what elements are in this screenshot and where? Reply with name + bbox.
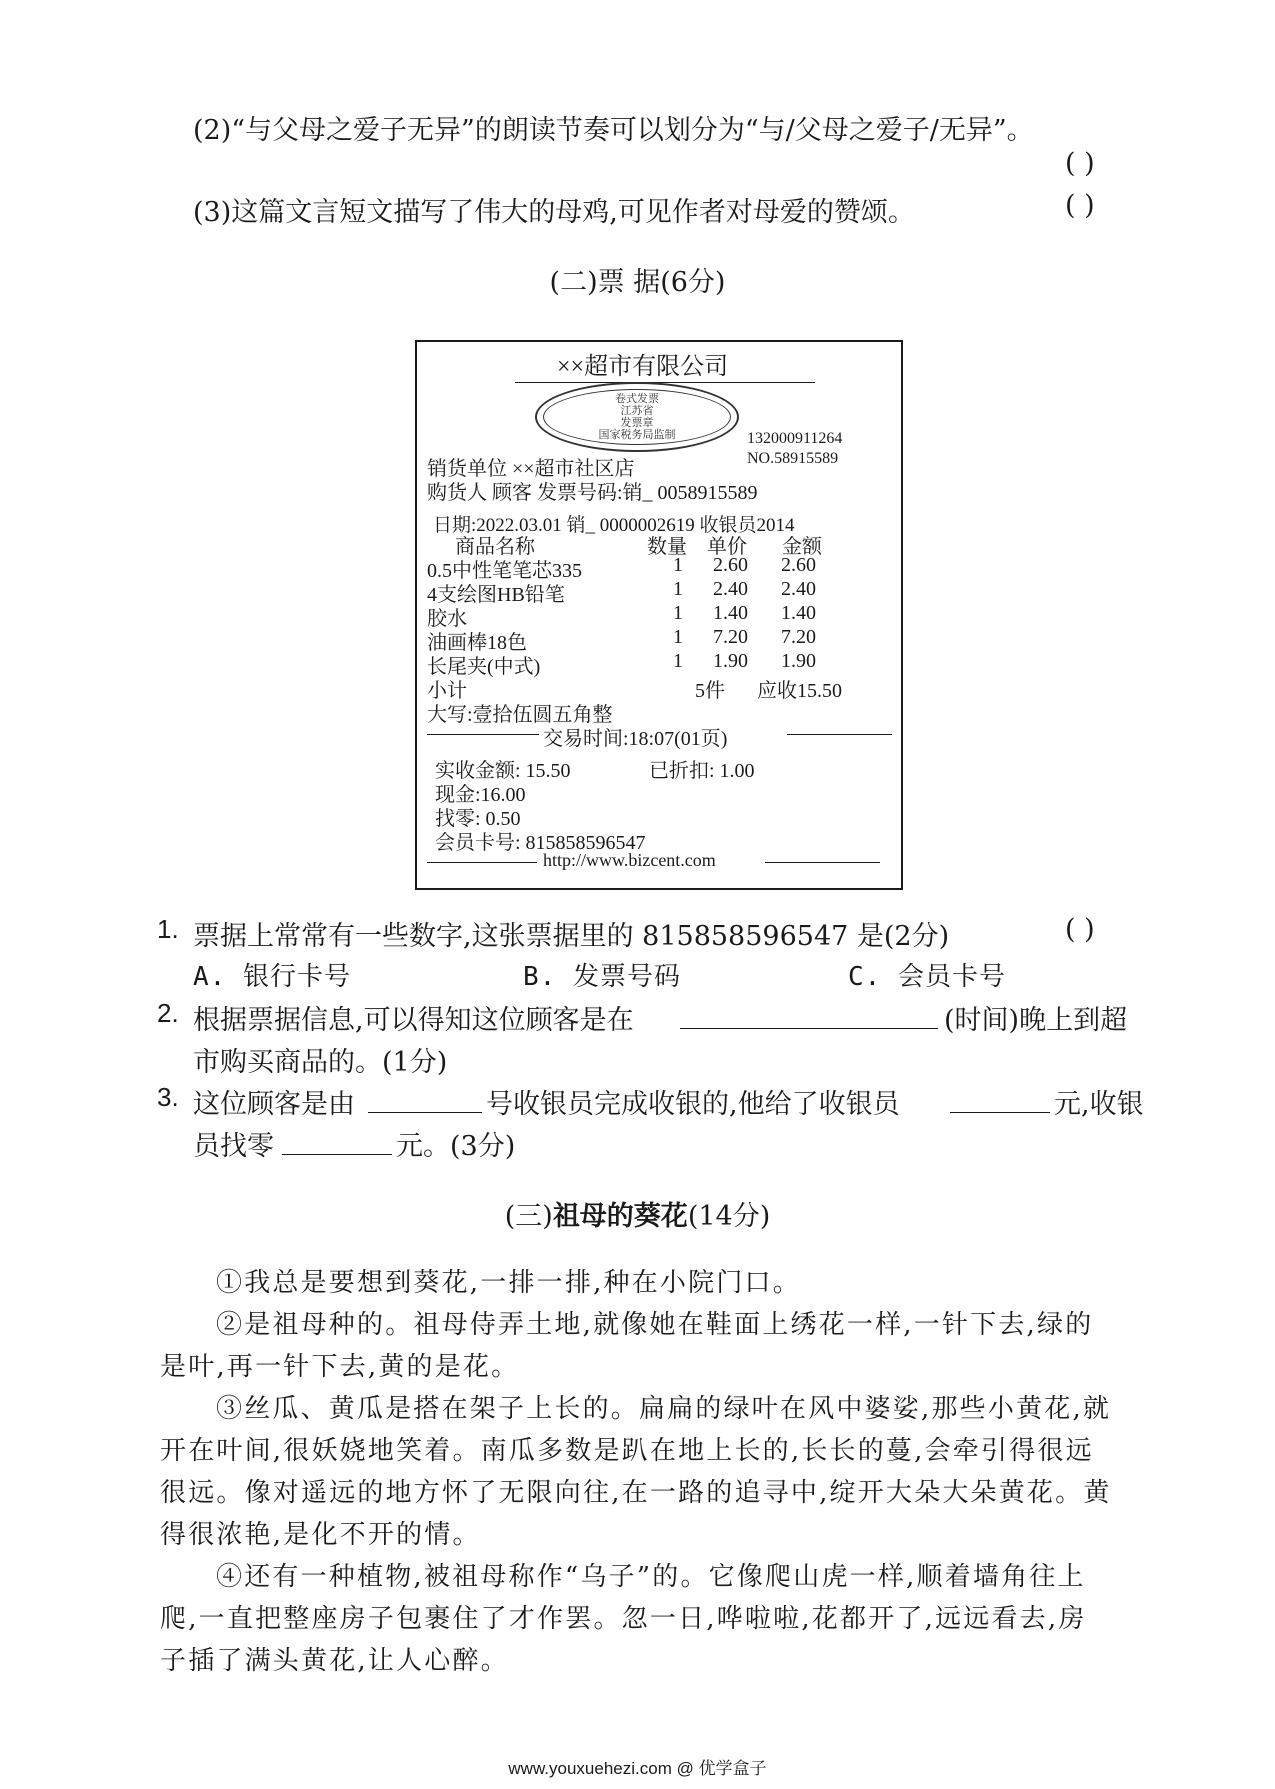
question-3-text-a: 这位顾客是由 — [193, 1089, 355, 1120]
question-3-text-d: 员找零 — [193, 1131, 274, 1162]
item-amount: 2.40 — [781, 578, 816, 600]
passage-line: ④还有一种植物,被祖母称作“乌子”的。它像爬山虎一样,顺着墙角往上 — [216, 1562, 1086, 1592]
question-3-text-e: 元。(3分) — [396, 1131, 516, 1162]
item-price: 1.90 — [713, 650, 748, 672]
answer-paren-2: ( ) — [1065, 148, 1095, 179]
question-number: 3. — [157, 1082, 179, 1112]
invoice-stamp — [535, 382, 739, 452]
passage-line: 得很浓艳,是化不开的情。 — [160, 1520, 481, 1550]
answer-blank-cashier[interactable] — [368, 1090, 482, 1113]
passage-line: 爬,一直把整座房子包裹住了才作罢。忽一日,哗啦啦,花都开了,远远看去,房 — [160, 1604, 1087, 1634]
question-3-text-b: 号收银员完成收银的,他给了收银员 — [486, 1089, 900, 1120]
question-3-text-c: 元,收银 — [1054, 1089, 1144, 1120]
header-qty: 数量 — [647, 536, 687, 558]
change-amount: 找零: 0.50 — [435, 808, 521, 830]
answer-paren-3: ( ) — [1065, 190, 1095, 221]
question-2-statement: (2)“与父母之爱子无异”的朗读节奏可以划分为“与/父母之爱子/无异”。 — [193, 115, 1034, 146]
item-amount: 7.20 — [781, 626, 816, 648]
question-2-text-b: (时间)晚上到超 — [944, 1005, 1128, 1036]
passage-line: ③丝瓜、黄瓜是搭在架子上长的。扁扁的绿叶在风中婆娑,那些小黄花,就 — [216, 1394, 1112, 1424]
subtotal-due: 应收15.50 — [757, 680, 842, 702]
section-2-title: (二)票 据(6分) — [549, 267, 726, 298]
discount-amount: 已折扣: 1.00 — [649, 760, 755, 782]
option-c[interactable]: C. 会员卡号 — [848, 962, 1006, 992]
item-amount: 1.40 — [781, 602, 816, 624]
question-number: 2. — [157, 998, 179, 1028]
header-item-name: 商品名称 — [455, 536, 535, 558]
subtotal-count: 5件 — [695, 680, 725, 702]
question-1-text: 票据上常常有一些数字,这张票据里的 815858596547 是(2分) — [193, 921, 950, 952]
stamp-line: 国家税务局监制 — [598, 429, 676, 441]
item-name: 0.5中性笔笔芯335 — [427, 560, 582, 582]
question-2-text-a: 根据票据信息,可以得知这位顾客是在 — [193, 1005, 634, 1036]
passage-line: 很远。像对遥远的地方怀了无限向往,在一路的追寻中,绽开大朵大朵黄花。黄 — [160, 1478, 1112, 1508]
subtotal-label: 小计 — [427, 680, 467, 702]
item-name: 油画棒18色 — [427, 632, 527, 654]
receipt-divider — [765, 862, 880, 863]
receipt-no: NO.58915589 — [747, 450, 839, 467]
receipt-buyer: 购货人 顾客 发票号码:销_ 0058915589 — [427, 482, 758, 504]
section-3-title — [0, 1194, 1275, 1233]
item-name: 长尾夹(中式) — [427, 656, 541, 678]
receipt-url: http://www.bizcent.com — [543, 850, 716, 870]
item-qty: 1 — [673, 554, 683, 576]
question-2-text-c: 市购买商品的。(1分) — [193, 1047, 448, 1078]
question-number: 1. — [157, 914, 179, 944]
item-price: 2.40 — [713, 578, 748, 600]
receipt-divider — [427, 862, 537, 863]
receipt-image — [415, 340, 903, 890]
footer-watermark: www.youxuehezi.com @ 优学盒子 — [508, 1759, 767, 1778]
stamp-line: 江苏省 — [620, 405, 654, 417]
item-price: 2.60 — [713, 554, 748, 576]
item-amount: 1.90 — [781, 650, 816, 672]
item-name: 胶水 — [427, 608, 467, 630]
item-qty: 1 — [673, 578, 683, 600]
header-amount: 金额 — [782, 536, 822, 558]
item-amount: 2.60 — [781, 554, 816, 576]
answer-blank-change[interactable] — [282, 1132, 392, 1155]
item-qty: 1 — [673, 650, 683, 672]
receipt-seller: 销货单位 ××超市社区店 — [427, 458, 635, 480]
question-3-statement: (3)这篇文言短文描写了伟大的母鸡,可见作者对母爱的赞颂。 — [193, 197, 915, 228]
passage-line: 是叶,再一针下去,黄的是花。 — [160, 1352, 520, 1382]
receipt-divider — [427, 734, 539, 735]
receipt-company: ××超市有限公司 — [557, 354, 729, 380]
answer-paren-q1: ( ) — [1065, 914, 1095, 945]
amount-in-words: 大写:壹拾伍圆五角整 — [427, 704, 613, 726]
header-price: 单价 — [707, 536, 747, 558]
passage-line: ①我总是要想到葵花,一排一排,种在小院门口。 — [216, 1268, 801, 1298]
answer-blank-paid[interactable] — [950, 1090, 1050, 1113]
item-price: 7.20 — [713, 626, 748, 648]
passage-line: ②是祖母种的。祖母侍弄土地,就像她在鞋面上绣花一样,一针下去,绿的 — [216, 1310, 1094, 1340]
section-3-title-score: (14分) — [687, 1201, 771, 1232]
item-price: 1.40 — [713, 602, 748, 624]
receipt-divider — [787, 734, 892, 735]
passage-line: 子插了满头黄花,让人心醉。 — [160, 1646, 509, 1676]
answer-blank-time[interactable] — [680, 1006, 938, 1029]
passage-title: 祖母的葵花 — [552, 1201, 688, 1232]
receipt-code: 132000911264 — [747, 430, 843, 447]
item-qty: 1 — [673, 626, 683, 648]
section-3-title-prefix: (三) — [504, 1201, 553, 1232]
passage-line: 开在叶间,很妖娆地笑着。南瓜多数是趴在地上长的,长长的蔓,会牵引得很远 — [160, 1436, 1094, 1466]
received-amount: 实收金额: 15.50 — [435, 760, 571, 782]
cash-amount: 现金:16.00 — [435, 784, 526, 806]
receipt-date: 日期:2022.03.01 销_ 0000002619 收银员2014 — [433, 515, 795, 536]
stamp-line: 卷式发票 — [615, 393, 659, 405]
trade-time: 交易时间:18:07(01页) — [543, 728, 728, 750]
option-a[interactable]: A. 银行卡号 — [193, 962, 351, 992]
stamp-line: 发票章 — [620, 417, 654, 429]
option-b[interactable]: B. 发票号码 — [523, 962, 681, 992]
item-name: 4支绘图HB铅笔 — [427, 584, 565, 606]
member-card-number: 会员卡号: 815858596547 — [435, 832, 646, 854]
item-qty: 1 — [673, 602, 683, 624]
